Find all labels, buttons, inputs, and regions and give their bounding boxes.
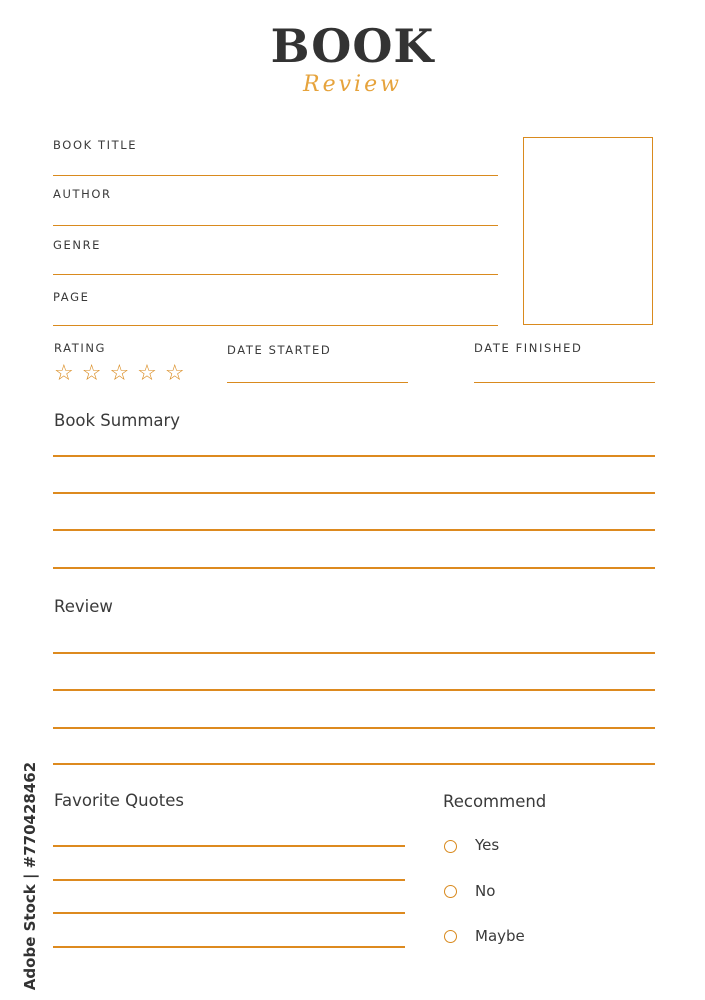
review-line[interactable] bbox=[53, 689, 655, 691]
summary-line[interactable] bbox=[53, 492, 655, 494]
stock-watermark bbox=[13, 761, 39, 992]
review-line[interactable] bbox=[53, 763, 655, 765]
book-title-label: BOOK TITLE bbox=[53, 138, 138, 152]
date-started-label: DATE STARTED bbox=[227, 343, 332, 357]
review-line[interactable] bbox=[53, 652, 655, 654]
radio-maybe[interactable] bbox=[444, 930, 457, 943]
author-label: AUTHOR bbox=[53, 187, 112, 201]
quotes-heading: Favorite Quotes bbox=[54, 791, 184, 810]
page-line[interactable] bbox=[53, 325, 498, 326]
page-subtitle: Review bbox=[303, 72, 402, 97]
summary-line[interactable] bbox=[53, 455, 655, 457]
option-no-label: No bbox=[475, 882, 496, 900]
radio-no[interactable] bbox=[444, 885, 457, 898]
page-label: PAGE bbox=[53, 290, 90, 304]
quotes-line[interactable] bbox=[53, 845, 405, 847]
summary-heading: Book Summary bbox=[54, 411, 181, 430]
cover-photo-box[interactable] bbox=[523, 137, 653, 325]
radio-yes[interactable] bbox=[444, 840, 457, 853]
quotes-line[interactable] bbox=[53, 946, 405, 948]
page-title: BOOK bbox=[270, 19, 435, 73]
option-yes-label: Yes bbox=[475, 836, 500, 854]
genre-line[interactable] bbox=[53, 274, 498, 275]
quotes-line[interactable] bbox=[53, 912, 405, 914]
recommend-heading: Recommend bbox=[443, 792, 547, 811]
rating-stars[interactable]: ☆☆☆☆☆ bbox=[54, 361, 193, 386]
review-line[interactable] bbox=[53, 727, 655, 729]
option-maybe-label: Maybe bbox=[475, 927, 525, 945]
genre-label: GENRE bbox=[53, 238, 102, 252]
rating-label: RATING bbox=[54, 341, 107, 355]
date-finished-label: DATE FINISHED bbox=[474, 341, 583, 355]
date-started-line[interactable] bbox=[227, 382, 408, 383]
summary-line[interactable] bbox=[53, 567, 655, 569]
quotes-line[interactable] bbox=[53, 879, 405, 881]
review-heading: Review bbox=[54, 597, 113, 616]
book-title-line[interactable] bbox=[53, 175, 498, 176]
author-line[interactable] bbox=[53, 225, 498, 226]
summary-line[interactable] bbox=[53, 529, 655, 531]
date-finished-line[interactable] bbox=[474, 382, 655, 383]
watermark-text: Adobe Stock | #770428462 bbox=[21, 761, 39, 991]
